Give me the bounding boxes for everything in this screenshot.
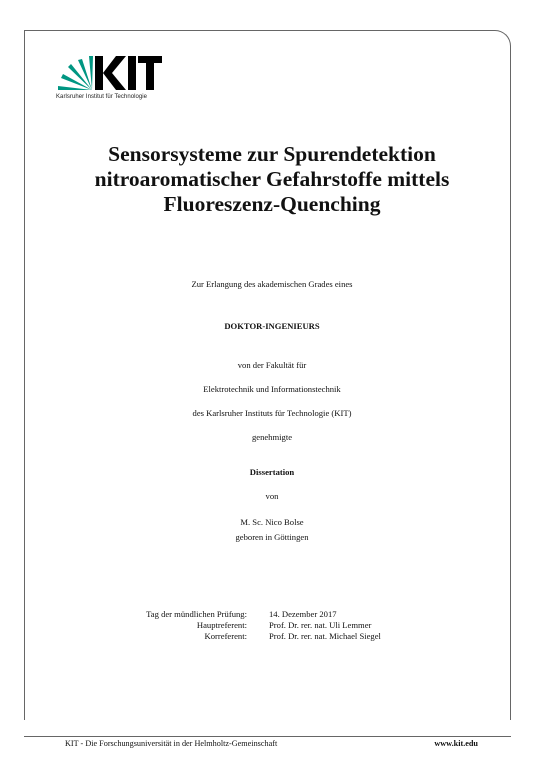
exam-row (60, 609, 484, 620)
by-text: von (265, 491, 279, 501)
logo-tagline: Karlsruher Institut für Technologie (56, 94, 148, 100)
doc-type-text: Dissertation (249, 467, 295, 477)
footer-divider (24, 736, 511, 737)
faculty-prefix-text: von der Fakultät für (237, 360, 307, 370)
approved-text: genehmigte (251, 432, 293, 442)
exam-label: Tag der mündlichen Prüfung: (146, 609, 247, 619)
exam-row (60, 620, 484, 631)
exam-value: Prof. Dr. rer. nat. Uli Lemmer (269, 620, 372, 630)
footer-tagline: KIT - Die Forschungsuniversität in der Helmholtz-Gemeinschaft (65, 739, 278, 748)
degree-text: DOKTOR-INGENIEURS (224, 321, 320, 331)
exam-details (60, 609, 484, 642)
exam-value: Prof. Dr. rer. nat. Michael Siegel (269, 631, 381, 641)
institution-text: des Karlsruher Instituts für Technologie (KIT) (192, 408, 352, 418)
title-line: Sensorsysteme zur Spurendetektion (108, 142, 436, 166)
purpose-text: Zur Erlangung des akademischen Grades eines (191, 279, 353, 289)
title-line: nitroaromatischer Gefahrstoffe mittels (94, 167, 450, 191)
exam-value: 14. Dezember 2017 (269, 609, 337, 619)
title-line: Fluoreszenz-Quenching (163, 192, 381, 216)
kit-logo-fan-icon (58, 56, 93, 90)
footer-url-link[interactable]: www.kit.edu (434, 739, 478, 748)
exam-label: Korreferent: (204, 631, 247, 641)
birthplace-text: geboren in Göttingen (235, 532, 309, 542)
exam-label: Hauptreferent: (196, 620, 247, 630)
thesis-title (60, 142, 484, 217)
author-text: M. Sc. Nico Bolse (240, 517, 304, 527)
faculty-text: Elektrotechnik und Informationstechnik (203, 384, 341, 394)
kit-logo-wordmark (95, 56, 162, 90)
exam-row (60, 631, 484, 642)
